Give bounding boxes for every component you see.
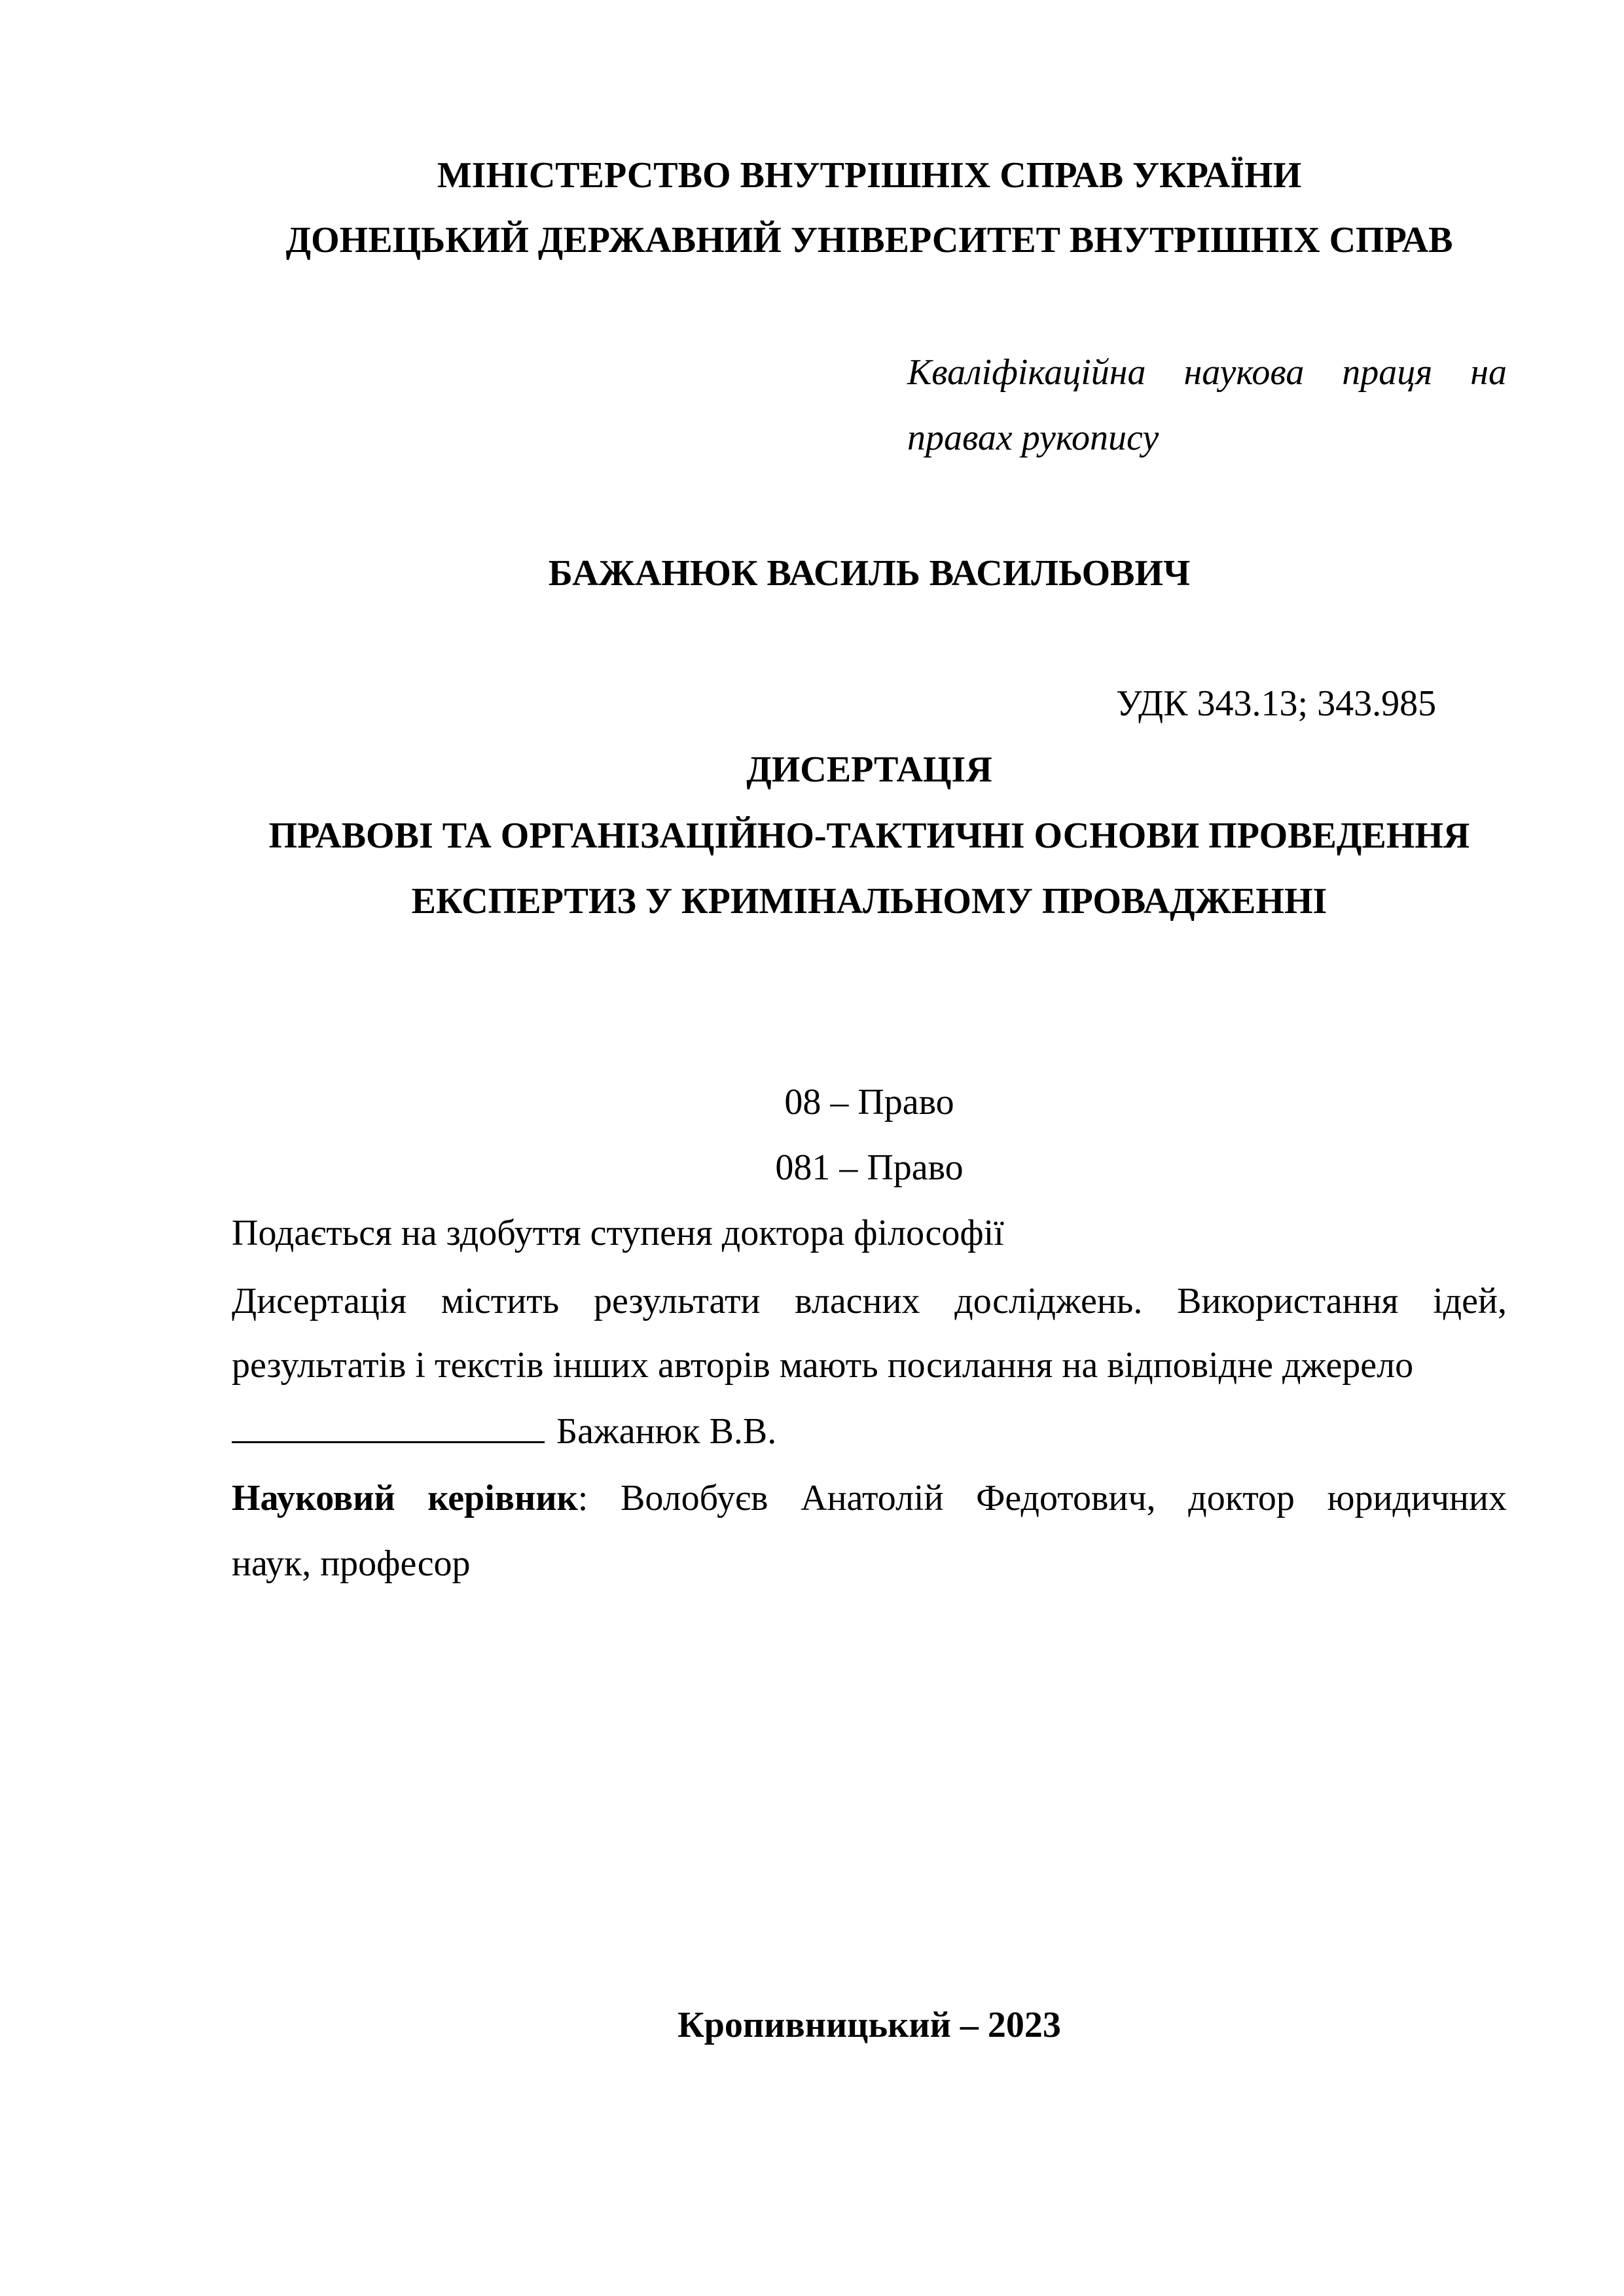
- university-heading: ДОНЕЦЬКИЙ ДЕРЖАВНИЙ УНІВЕРСИТЕТ ВНУТРІШНІХ СПРАВ: [285, 220, 1453, 260]
- originality-statement-line-2: результатів і текстів інших авторів мають посилання на відповідне джерело: [232, 1345, 1414, 1386]
- supervisor-label: Науковий керівник: [232, 1478, 578, 1518]
- supervisor-line-1: [232, 1475, 1507, 1522]
- document-type: ДИСЕРТАЦІЯ: [746, 749, 992, 790]
- supervisor-line-2: наук, професор: [232, 1543, 471, 1584]
- degree-statement: Подається на здобуття ступеня доктора філософії: [232, 1213, 1004, 1253]
- manuscript-note-line-1: Кваліфікаційна наукова праця на: [907, 352, 1507, 393]
- author-name: БАЖАНЮК ВАСИЛЬ ВАСИЛЬОВИЧ: [548, 553, 1191, 594]
- signature-line: [232, 1407, 545, 1443]
- udc-code: УДК 343.13; 343.985: [1116, 683, 1437, 724]
- field-of-study: 08 – Право: [784, 1082, 954, 1122]
- city-year: Кропивницький – 2023: [677, 2005, 1061, 2045]
- supervisor-details: : Волобуєв Анатолій Федотович, доктор юридичних: [577, 1478, 1507, 1518]
- ministry-heading: МІНІСТЕРСТВО ВНУТРІШНІХ СПРАВ УКРАЇНИ: [437, 155, 1302, 196]
- signature-block: [232, 1407, 776, 1455]
- dissertation-title-line-2: ЕКСПЕРТИЗ У КРИМІНАЛЬНОМУ ПРОВАДЖЕННІ: [411, 881, 1327, 922]
- manuscript-note-line-2: правах рукопису: [907, 418, 1159, 458]
- dissertation-title-line-1: ПРАВОВІ ТА ОРГАНІЗАЦІЙНО-ТАКТИЧНІ ОСНОВИ ПРОВЕДЕННЯ: [268, 816, 1470, 856]
- originality-statement-line-1: Дисертація містить результати власних досліджень. Використання ідей,: [232, 1281, 1507, 1321]
- signature-name: Бажанюк В.В.: [556, 1411, 777, 1452]
- specialty-code: 081 – Право: [775, 1147, 964, 1188]
